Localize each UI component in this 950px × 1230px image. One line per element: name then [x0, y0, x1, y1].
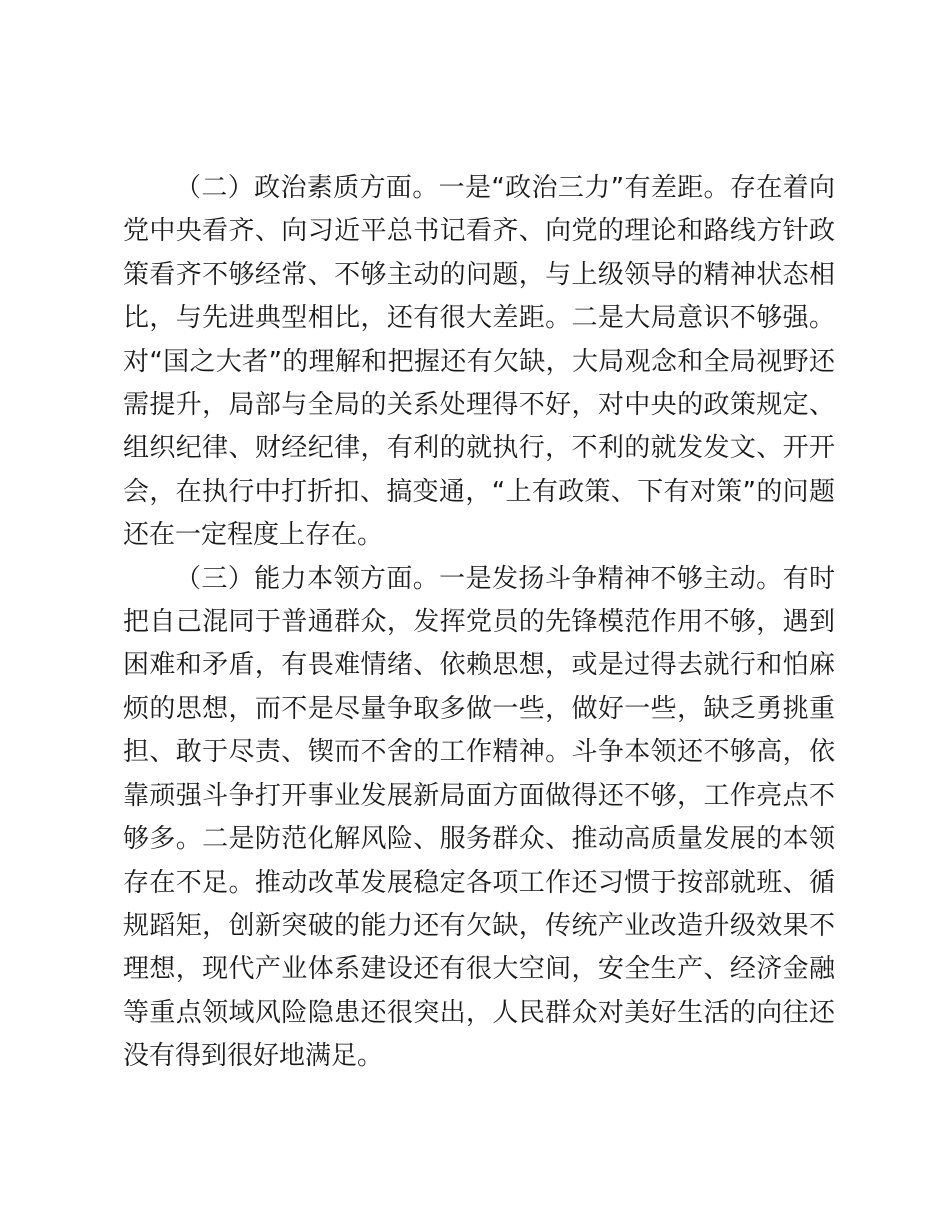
document-body: [123, 167, 835, 1079]
paragraph-ability-skills: （三）能力本领方面。一是发扬斗争精神不够主动。有时把自己混同于普通群众，发挥党员的先锋模范作用不够，遇到困难和矛盾，有畏难情绪、依赖思想，或是过得去就行和怕麻烦的思想，而不是尽量争取多做一些，做好一些，缺乏勇挑重担、敢于尽责、锲而不舍的工作精神。斗争本领还不够高，依靠顽强斗争打开事业发展新局面方面做得还不够，工作亮点不够多。二是防范化解风险、服务群众、推动高质量发展的本领存在不足。推动改革发展稳定各项工作还习惯于按部就班、循规蹈矩，创新突破的能力还有欠缺，传统产业改造升级效果不理想，现代产业体系建设还有很大空间，安全生产、经济金融等重点领域风险隐患还很突出，人民群众对美好生活的向往还没有得到很好地满足。: [123, 563, 835, 1072]
paragraph-political-quality: （二）政治素质方面。一是“政治三力”有差距。存在着向党中央看齐、向习近平总书记看齐、向党的理论和路线方针政策看齐不够经常、不够主动的问题，与上级领导的精神状态相比，与先进典型相比，还有很大差距。二是大局意识不够强。对“国之大者”的理解和把握还有欠缺，大局观念和全局视野还需提升，局部与全局的关系处理得不好，对中央的政策规定、组织纪律、财经纪律，有利的就执行，不利的就发发文、开开会，在执行中打折扣、搞变通，“上有政策、下有对策”的问题还在一定程度上存在。: [123, 173, 835, 551]
